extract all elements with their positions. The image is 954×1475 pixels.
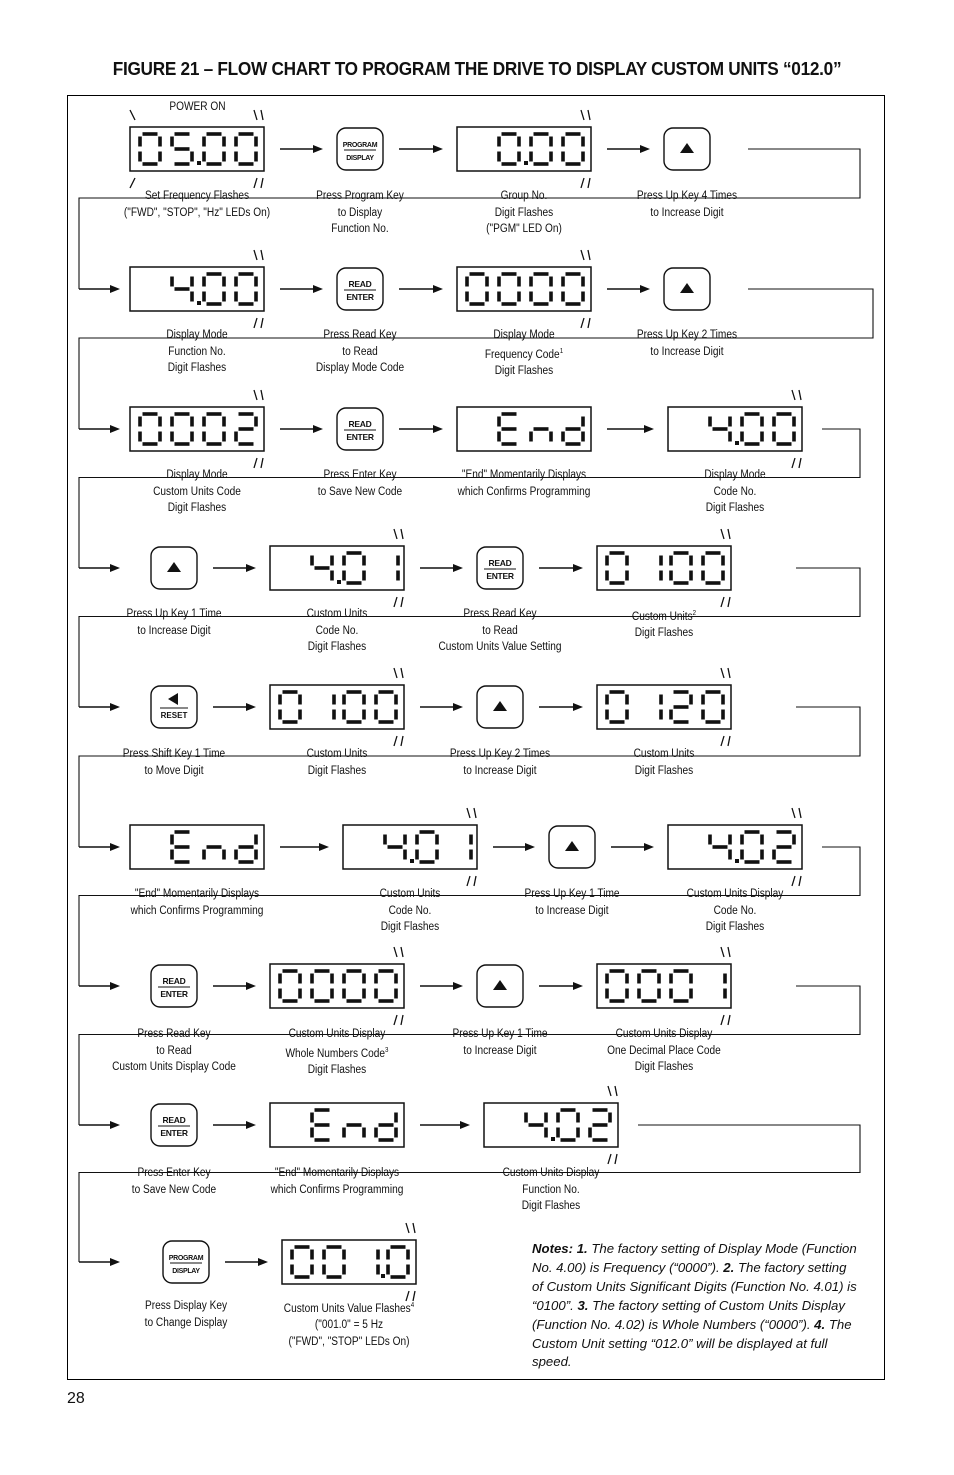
step-caption bbox=[580, 606, 747, 642]
step-caption bbox=[90, 746, 257, 779]
footnote-marker: 4 bbox=[410, 1302, 415, 1309]
caption-line: Digit Flashes bbox=[521, 1200, 581, 1212]
flash-mark bbox=[401, 736, 403, 746]
flash-mark bbox=[721, 668, 724, 678]
arrowhead bbox=[110, 1121, 120, 1129]
arrowhead bbox=[640, 145, 650, 153]
flash-mark bbox=[254, 390, 257, 400]
caption-line: Press Read Key bbox=[323, 329, 397, 341]
note-text: The Custom Unit setting “012.0” will be displayed at full speed. bbox=[532, 1316, 852, 1370]
key-outline bbox=[163, 1241, 209, 1283]
flash-mark bbox=[394, 529, 397, 539]
caption-line: to Save New Code bbox=[317, 485, 403, 498]
caption-line: Custom Units bbox=[631, 610, 693, 623]
caption-line: Press Program Key bbox=[316, 190, 404, 202]
caption-line: Display Mode bbox=[166, 469, 228, 481]
caption-line: Press Enter Key bbox=[137, 1167, 211, 1179]
flash-mark bbox=[608, 1086, 611, 1096]
key-outline bbox=[477, 547, 523, 589]
key-label: READ bbox=[162, 1115, 186, 1125]
step-caption bbox=[276, 467, 443, 500]
note-text: The factory setting of Custom Units Display (Function No. 4.02) is Whole Numbers (“0000”). bbox=[532, 1297, 845, 1332]
decimal-point bbox=[197, 161, 201, 165]
flash-mark bbox=[608, 1154, 611, 1164]
flash-mark bbox=[728, 529, 730, 539]
led-display bbox=[130, 825, 264, 869]
caption-line: Press Up Key 4 Times bbox=[636, 190, 738, 202]
keypad-key bbox=[477, 547, 523, 589]
arrowhead bbox=[313, 285, 323, 293]
footnote-marker: 1 bbox=[559, 347, 564, 355]
flash-mark bbox=[581, 178, 584, 188]
caption-line: Digit Flashes bbox=[167, 362, 227, 374]
arrowhead bbox=[573, 564, 583, 572]
arrowhead bbox=[246, 564, 256, 572]
arrowhead bbox=[640, 285, 650, 293]
caption-line: Custom Units Value Flashes bbox=[283, 1302, 411, 1315]
decimal-point bbox=[381, 1274, 385, 1278]
step-caption bbox=[651, 886, 818, 936]
flash-mark bbox=[261, 250, 263, 260]
step-caption bbox=[440, 188, 607, 238]
caption-line: Digit Flashes bbox=[494, 206, 554, 219]
page-number: 28 bbox=[67, 1390, 85, 1407]
flash-mark bbox=[581, 250, 584, 260]
led-display bbox=[668, 390, 802, 468]
keypad-key bbox=[664, 128, 710, 170]
arrowhead bbox=[525, 843, 535, 851]
led-display bbox=[668, 808, 802, 886]
flash-mark bbox=[254, 178, 257, 188]
led-display bbox=[270, 529, 404, 607]
key-label: DISPLAY bbox=[172, 1268, 200, 1275]
caption-line: to Change Display bbox=[144, 1316, 228, 1329]
keypad-key bbox=[337, 268, 383, 310]
arrowhead bbox=[453, 564, 463, 572]
flash-mark bbox=[401, 947, 403, 957]
caption-line: Press Up Key 2 Times bbox=[636, 329, 738, 341]
keypad-key bbox=[477, 965, 523, 1007]
caption-line: which Confirms Programming bbox=[457, 485, 591, 498]
step-caption bbox=[253, 606, 420, 656]
key-outline bbox=[151, 965, 197, 1007]
caption-line: Press Up Key 2 Times bbox=[449, 748, 551, 760]
flash-mark bbox=[254, 250, 257, 260]
step-caption bbox=[90, 606, 257, 639]
caption-line: Custom Units Code bbox=[153, 485, 241, 498]
led-display bbox=[484, 1086, 618, 1164]
caption-line: Custom Units bbox=[306, 608, 368, 620]
flash-mark bbox=[799, 876, 801, 886]
caption-line: Digit Flashes bbox=[634, 627, 694, 640]
arrowhead bbox=[433, 145, 443, 153]
step-caption bbox=[440, 467, 607, 500]
led-display bbox=[130, 110, 264, 188]
caption-line: to Move Digit bbox=[144, 764, 204, 777]
caption-line: Custom Units Display bbox=[686, 888, 784, 900]
key-label: READ bbox=[348, 279, 372, 289]
caption-line: Press Enter Key bbox=[323, 469, 397, 481]
caption-line: Custom Units Display bbox=[615, 1028, 713, 1040]
arrowhead bbox=[110, 564, 120, 572]
flash-mark bbox=[130, 110, 135, 120]
step-caption bbox=[416, 746, 583, 779]
flash-mark bbox=[467, 876, 470, 886]
flash-mark bbox=[588, 178, 590, 188]
decimal-point bbox=[197, 301, 201, 305]
arrowhead bbox=[110, 1258, 120, 1266]
caption-line: to Increase Digit bbox=[535, 904, 609, 917]
keypad-key bbox=[337, 128, 383, 170]
caption-line: which Confirms Programming bbox=[270, 1183, 404, 1196]
flash-mark bbox=[406, 1223, 409, 1233]
step-caption bbox=[276, 188, 443, 238]
step-caption bbox=[113, 327, 280, 377]
flash-mark bbox=[474, 876, 476, 886]
key-outline bbox=[337, 408, 383, 450]
arrowhead bbox=[644, 843, 654, 851]
caption-line: "End" Momentarily Displays bbox=[134, 888, 260, 900]
key-label: ENTER bbox=[160, 989, 188, 999]
note-number: 2. bbox=[723, 1259, 735, 1275]
keypad-key bbox=[337, 408, 383, 450]
note-text: The factory setting of Display Mode (Function No. 4.00) is Frequency (“0000”). bbox=[532, 1241, 857, 1275]
flash-mark bbox=[261, 178, 263, 188]
led-display bbox=[597, 947, 731, 1025]
note-number: 3. bbox=[577, 1297, 589, 1313]
keypad-key bbox=[163, 1241, 209, 1283]
key-label: ENTER bbox=[486, 571, 514, 581]
caption-line: Custom Units bbox=[379, 888, 441, 900]
flash-mark bbox=[394, 947, 397, 957]
caption-line: Press Shift Key 1 Time bbox=[122, 748, 226, 760]
step-caption bbox=[253, 1165, 420, 1198]
step-caption bbox=[113, 188, 280, 221]
flash-mark bbox=[413, 1223, 415, 1233]
caption-line: Custom Units Value Setting bbox=[438, 641, 562, 653]
arrowhead bbox=[460, 1121, 470, 1129]
arrowhead bbox=[313, 425, 323, 433]
decimal-point bbox=[337, 580, 341, 584]
caption-line: Press Up Key 1 Time bbox=[126, 608, 222, 620]
arrowhead bbox=[573, 703, 583, 711]
step-caption bbox=[113, 886, 280, 919]
note-number: 4. bbox=[814, 1316, 826, 1332]
flash-mark bbox=[792, 876, 795, 886]
key-label: READ bbox=[348, 419, 372, 429]
caption-line: Digit Flashes bbox=[705, 921, 765, 933]
caption-line: to Increase Digit bbox=[463, 1044, 537, 1057]
flash-mark bbox=[728, 736, 730, 746]
caption-line: Digit Flashes bbox=[167, 502, 227, 514]
led-display bbox=[130, 250, 264, 328]
flash-mark bbox=[728, 1015, 730, 1025]
arrowhead bbox=[644, 425, 654, 433]
caption-line: "End" Momentarily Displays bbox=[274, 1167, 400, 1179]
arrowhead bbox=[433, 425, 443, 433]
step-caption bbox=[603, 327, 770, 360]
decimal-point bbox=[735, 859, 739, 863]
flash-mark bbox=[721, 1015, 724, 1025]
decimal-point bbox=[410, 859, 414, 863]
decimal-point bbox=[551, 1137, 555, 1141]
arrowhead bbox=[110, 982, 120, 990]
arrowhead bbox=[110, 285, 120, 293]
led-display bbox=[457, 250, 591, 328]
flash-mark bbox=[581, 110, 584, 120]
caption-line: ("FWD", "STOP", "Hz" LEDs On) bbox=[123, 206, 271, 219]
caption-line: Digit Flashes bbox=[307, 764, 367, 777]
keypad-key bbox=[151, 547, 197, 589]
notes bbox=[532, 1240, 860, 1372]
caption-line: Press Up Key 1 Time bbox=[524, 888, 620, 900]
led-display bbox=[270, 1103, 404, 1147]
step-caption bbox=[416, 1026, 583, 1059]
step-caption bbox=[276, 327, 443, 377]
arrowhead bbox=[313, 145, 323, 153]
arrowhead bbox=[246, 703, 256, 711]
caption-line: "End" Momentarily Displays bbox=[461, 469, 587, 481]
arrowhead bbox=[258, 1258, 268, 1266]
flash-mark bbox=[401, 1015, 403, 1025]
keypad-key bbox=[549, 826, 595, 868]
figure-title: FIGURE 21 – FLOW CHART TO PROGRAM THE DRIVE TO DISPLAY CUSTOM UNITS “012.0” bbox=[112, 58, 842, 79]
step-caption bbox=[416, 606, 583, 656]
step-caption bbox=[113, 467, 280, 517]
step-caption bbox=[102, 1298, 269, 1331]
step-caption bbox=[253, 746, 420, 779]
caption-line: Display Mode bbox=[704, 469, 766, 481]
led-display bbox=[270, 947, 404, 1025]
flash-mark bbox=[615, 1086, 617, 1096]
led-display bbox=[597, 668, 731, 746]
decimal-point bbox=[735, 441, 739, 445]
step-caption bbox=[580, 746, 747, 779]
caption-line: Display Mode Code bbox=[315, 362, 405, 374]
flash-mark bbox=[721, 529, 724, 539]
caption-line: Code No. bbox=[315, 624, 359, 637]
caption-line: to Increase Digit bbox=[650, 345, 724, 358]
arrowhead bbox=[319, 843, 329, 851]
flash-mark bbox=[721, 947, 724, 957]
caption-line: Digit Flashes bbox=[307, 1063, 367, 1076]
led-display bbox=[343, 808, 477, 886]
led-display bbox=[457, 110, 591, 188]
flash-mark bbox=[792, 390, 795, 400]
caption-line: One Decimal Place Code bbox=[607, 1044, 721, 1057]
caption-line: Group No. bbox=[500, 190, 548, 202]
caption-line: Frequency Code bbox=[484, 348, 560, 361]
key-outline bbox=[151, 1104, 197, 1146]
led-display bbox=[282, 1223, 416, 1301]
caption-line: to Read bbox=[482, 624, 518, 637]
caption-line: Code No. bbox=[713, 904, 757, 917]
caption-line: Function No. bbox=[168, 345, 226, 358]
flash-mark bbox=[261, 390, 263, 400]
step-caption bbox=[90, 1026, 257, 1076]
flash-mark bbox=[130, 178, 135, 188]
caption-line: Whole Numbers Code bbox=[285, 1047, 386, 1060]
key-label: ENTER bbox=[160, 1128, 188, 1138]
footnote-marker: 3 bbox=[385, 1046, 389, 1054]
caption-line: Digit Flashes bbox=[705, 502, 765, 514]
flash-mark bbox=[799, 808, 801, 818]
caption-line: Function No. bbox=[331, 223, 389, 235]
key-label: PROGRAM bbox=[168, 1255, 204, 1262]
caption-line: Digit Flashes bbox=[494, 364, 554, 377]
power-on-label: POWER ON bbox=[169, 101, 226, 113]
led-display bbox=[457, 407, 591, 451]
step-caption bbox=[253, 1026, 420, 1078]
caption-line: Custom Units Display bbox=[288, 1028, 386, 1040]
key-outline bbox=[337, 128, 383, 170]
step-caption bbox=[580, 1026, 747, 1076]
arrowhead bbox=[246, 982, 256, 990]
footnote-marker: 2 bbox=[692, 610, 697, 617]
flash-mark bbox=[394, 668, 397, 678]
note-number: Notes: 1. bbox=[532, 1241, 588, 1256]
key-label: ENTER bbox=[346, 432, 374, 442]
caption-line: Custom Units bbox=[633, 748, 695, 760]
flash-mark bbox=[467, 808, 470, 818]
caption-line: Code No. bbox=[713, 485, 757, 498]
caption-line: Custom Units Display Code bbox=[112, 1061, 236, 1073]
key-label: READ bbox=[488, 558, 512, 568]
caption-line: Custom Units Display bbox=[502, 1167, 600, 1179]
flash-mark bbox=[588, 250, 590, 260]
caption-line: to Increase Digit bbox=[463, 764, 537, 777]
note-text: The factory setting of Custom Units Significant Digits (Function No. 4.01) is “0100”. bbox=[532, 1259, 857, 1313]
flash-mark bbox=[401, 668, 403, 678]
caption-line: Press Up Key 1 Time bbox=[452, 1028, 548, 1040]
arrowhead bbox=[573, 982, 583, 990]
caption-line: Press Read Key bbox=[137, 1028, 211, 1040]
arrowhead bbox=[110, 425, 120, 433]
arrowhead bbox=[110, 843, 120, 851]
caption-line: Digit Flashes bbox=[380, 921, 440, 933]
flash-mark bbox=[721, 736, 724, 746]
step-caption bbox=[326, 886, 493, 936]
step-caption bbox=[90, 1165, 257, 1198]
arrowhead bbox=[453, 982, 463, 990]
step-caption bbox=[488, 886, 655, 919]
caption-line: Function No. bbox=[522, 1183, 580, 1196]
keypad-key bbox=[664, 268, 710, 310]
caption-line: to Increase Digit bbox=[137, 624, 211, 637]
caption-line: to Increase Digit bbox=[650, 206, 724, 219]
flash-mark bbox=[588, 110, 590, 120]
flash-mark bbox=[728, 668, 730, 678]
arrowhead bbox=[453, 703, 463, 711]
caption-line: to Read bbox=[342, 345, 378, 358]
flash-mark bbox=[394, 736, 397, 746]
caption-line: Press Display Key bbox=[144, 1300, 228, 1312]
caption-line: Digit Flashes bbox=[307, 641, 367, 653]
caption-line: Press Read Key bbox=[463, 608, 537, 620]
flash-mark bbox=[728, 947, 730, 957]
led-display bbox=[597, 529, 731, 607]
decimal-point bbox=[524, 161, 528, 165]
caption-line: Digit Flashes bbox=[634, 764, 694, 777]
step-caption bbox=[265, 1298, 432, 1350]
caption-line: Display Mode bbox=[166, 329, 228, 341]
flash-mark bbox=[261, 110, 263, 120]
step-caption bbox=[603, 188, 770, 221]
flash-mark bbox=[792, 808, 795, 818]
caption-line: which Confirms Programming bbox=[130, 904, 264, 917]
arrowhead bbox=[246, 1121, 256, 1129]
flash-mark bbox=[799, 390, 801, 400]
key-outline bbox=[151, 686, 197, 728]
led-display bbox=[130, 390, 264, 468]
caption-line: to Save New Code bbox=[131, 1183, 217, 1196]
key-label: PROGRAM bbox=[342, 142, 378, 149]
keypad-key bbox=[151, 1104, 197, 1146]
step-caption bbox=[651, 467, 818, 517]
led-display bbox=[270, 668, 404, 746]
key-label: ENTER bbox=[346, 292, 374, 302]
arrowhead bbox=[433, 285, 443, 293]
keypad-key bbox=[151, 965, 197, 1007]
step-caption bbox=[467, 1165, 634, 1215]
caption-line: Digit Flashes bbox=[634, 1061, 694, 1073]
caption-line: to Display bbox=[337, 206, 383, 219]
caption-line: ("001.0" = 5 Hz bbox=[314, 1319, 384, 1332]
caption-line: Code No. bbox=[388, 904, 432, 917]
caption-line: to Read bbox=[156, 1044, 192, 1057]
caption-line: Set Frequency Flashes bbox=[144, 190, 250, 202]
key-outline bbox=[337, 268, 383, 310]
step-caption bbox=[440, 327, 607, 379]
flash-mark bbox=[401, 529, 403, 539]
caption-line: ("PGM" LED On) bbox=[486, 223, 562, 235]
flash-mark bbox=[474, 808, 476, 818]
flash-mark bbox=[254, 110, 257, 120]
keypad-key bbox=[151, 686, 197, 728]
key-label: DISPLAY bbox=[346, 155, 374, 162]
keypad-key bbox=[477, 686, 523, 728]
caption-line: Display Mode bbox=[493, 329, 555, 341]
flash-mark bbox=[394, 1015, 397, 1025]
caption-line: ("FWD", "STOP" LEDs On) bbox=[288, 1335, 410, 1348]
arrowhead bbox=[110, 703, 120, 711]
key-label: RESET bbox=[160, 711, 188, 720]
caption-line: Custom Units bbox=[306, 748, 368, 760]
flash-mark bbox=[615, 1154, 617, 1164]
key-label: READ bbox=[162, 976, 186, 986]
